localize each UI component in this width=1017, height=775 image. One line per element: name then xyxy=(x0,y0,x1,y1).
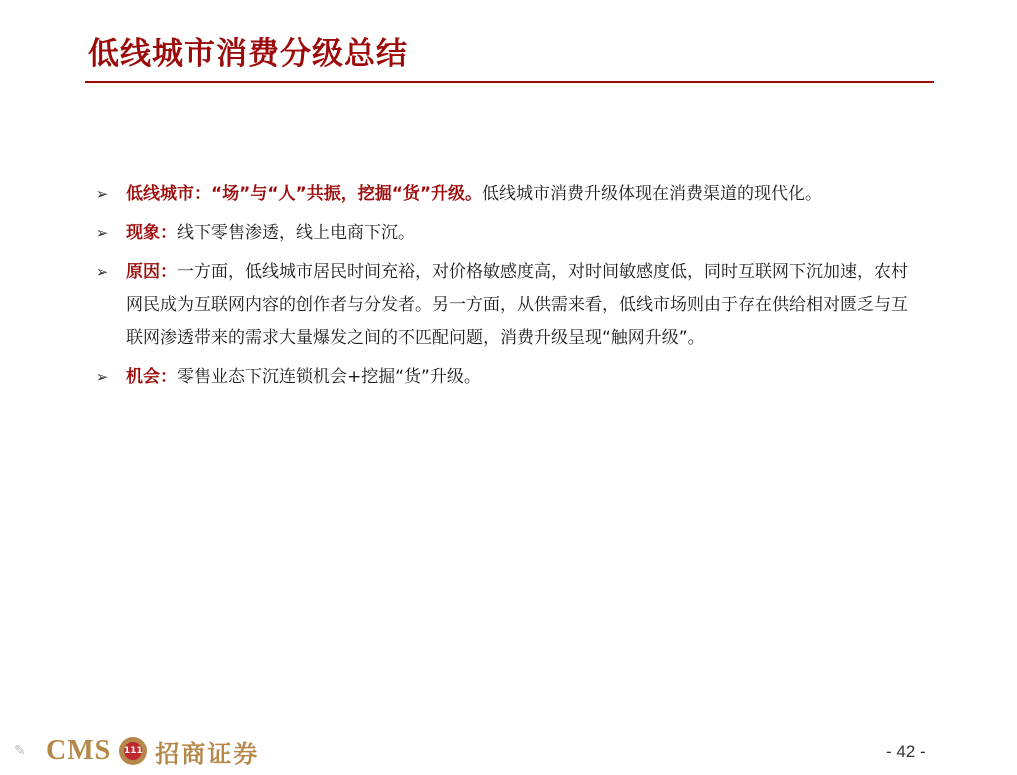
logo-brand-text: 招商证券 xyxy=(155,738,260,768)
bullet-item-summary xyxy=(92,178,912,211)
bullet-item-reason xyxy=(92,256,912,355)
bullet-lead: 原因： xyxy=(126,262,177,282)
arrow-bullet-icon: ➢ xyxy=(95,368,109,386)
bullet-text: 零售业态下沉连锁机会+挖掘“货”升级。 xyxy=(177,367,481,387)
bullet-item-opportunity xyxy=(92,361,912,394)
arrow-bullet-icon: ➢ xyxy=(95,224,109,242)
title-divider xyxy=(85,81,934,83)
logo-cms-text: CMS xyxy=(46,735,112,766)
arrow-bullet-icon: ➢ xyxy=(95,263,109,281)
logo-emblem-icon xyxy=(119,737,147,765)
bullet-lead: 低线城市：“场”与“人”共振，挖掘“货”升级。 xyxy=(126,184,483,204)
page-title: 低线城市消费分级总结 xyxy=(88,36,408,72)
bullet-item-phenomenon xyxy=(92,217,912,250)
company-logo xyxy=(14,734,259,768)
bullet-text: 一方面，低线城市居民时间充裕，对价格敏感度高，对时间敏感度低，同时互联网下沉加速，农村网民成为互联网内容的创作者与分发者。另一方面，从供需来看，低线市场则由于存在供给相对匮乏与互联网渗透带来的需求大量爆发之间的不匹配问题，消费升级呈现“触网升级”。 xyxy=(126,262,908,348)
bullet-text: 线下零售渗透，线上电商下沉。 xyxy=(177,223,415,243)
page-number: - 42 - xyxy=(886,742,926,761)
arrow-bullet-icon: ➢ xyxy=(95,185,109,203)
bullet-lead: 现象： xyxy=(126,223,177,243)
bullet-list xyxy=(92,178,912,400)
bullet-text: 低线城市消费升级体现在消费渠道的现代化。 xyxy=(482,184,823,204)
logo-emblem-text: 111 xyxy=(124,742,142,760)
bullet-lead: 机会： xyxy=(126,367,177,387)
pen-icon: ✎ xyxy=(14,743,26,759)
